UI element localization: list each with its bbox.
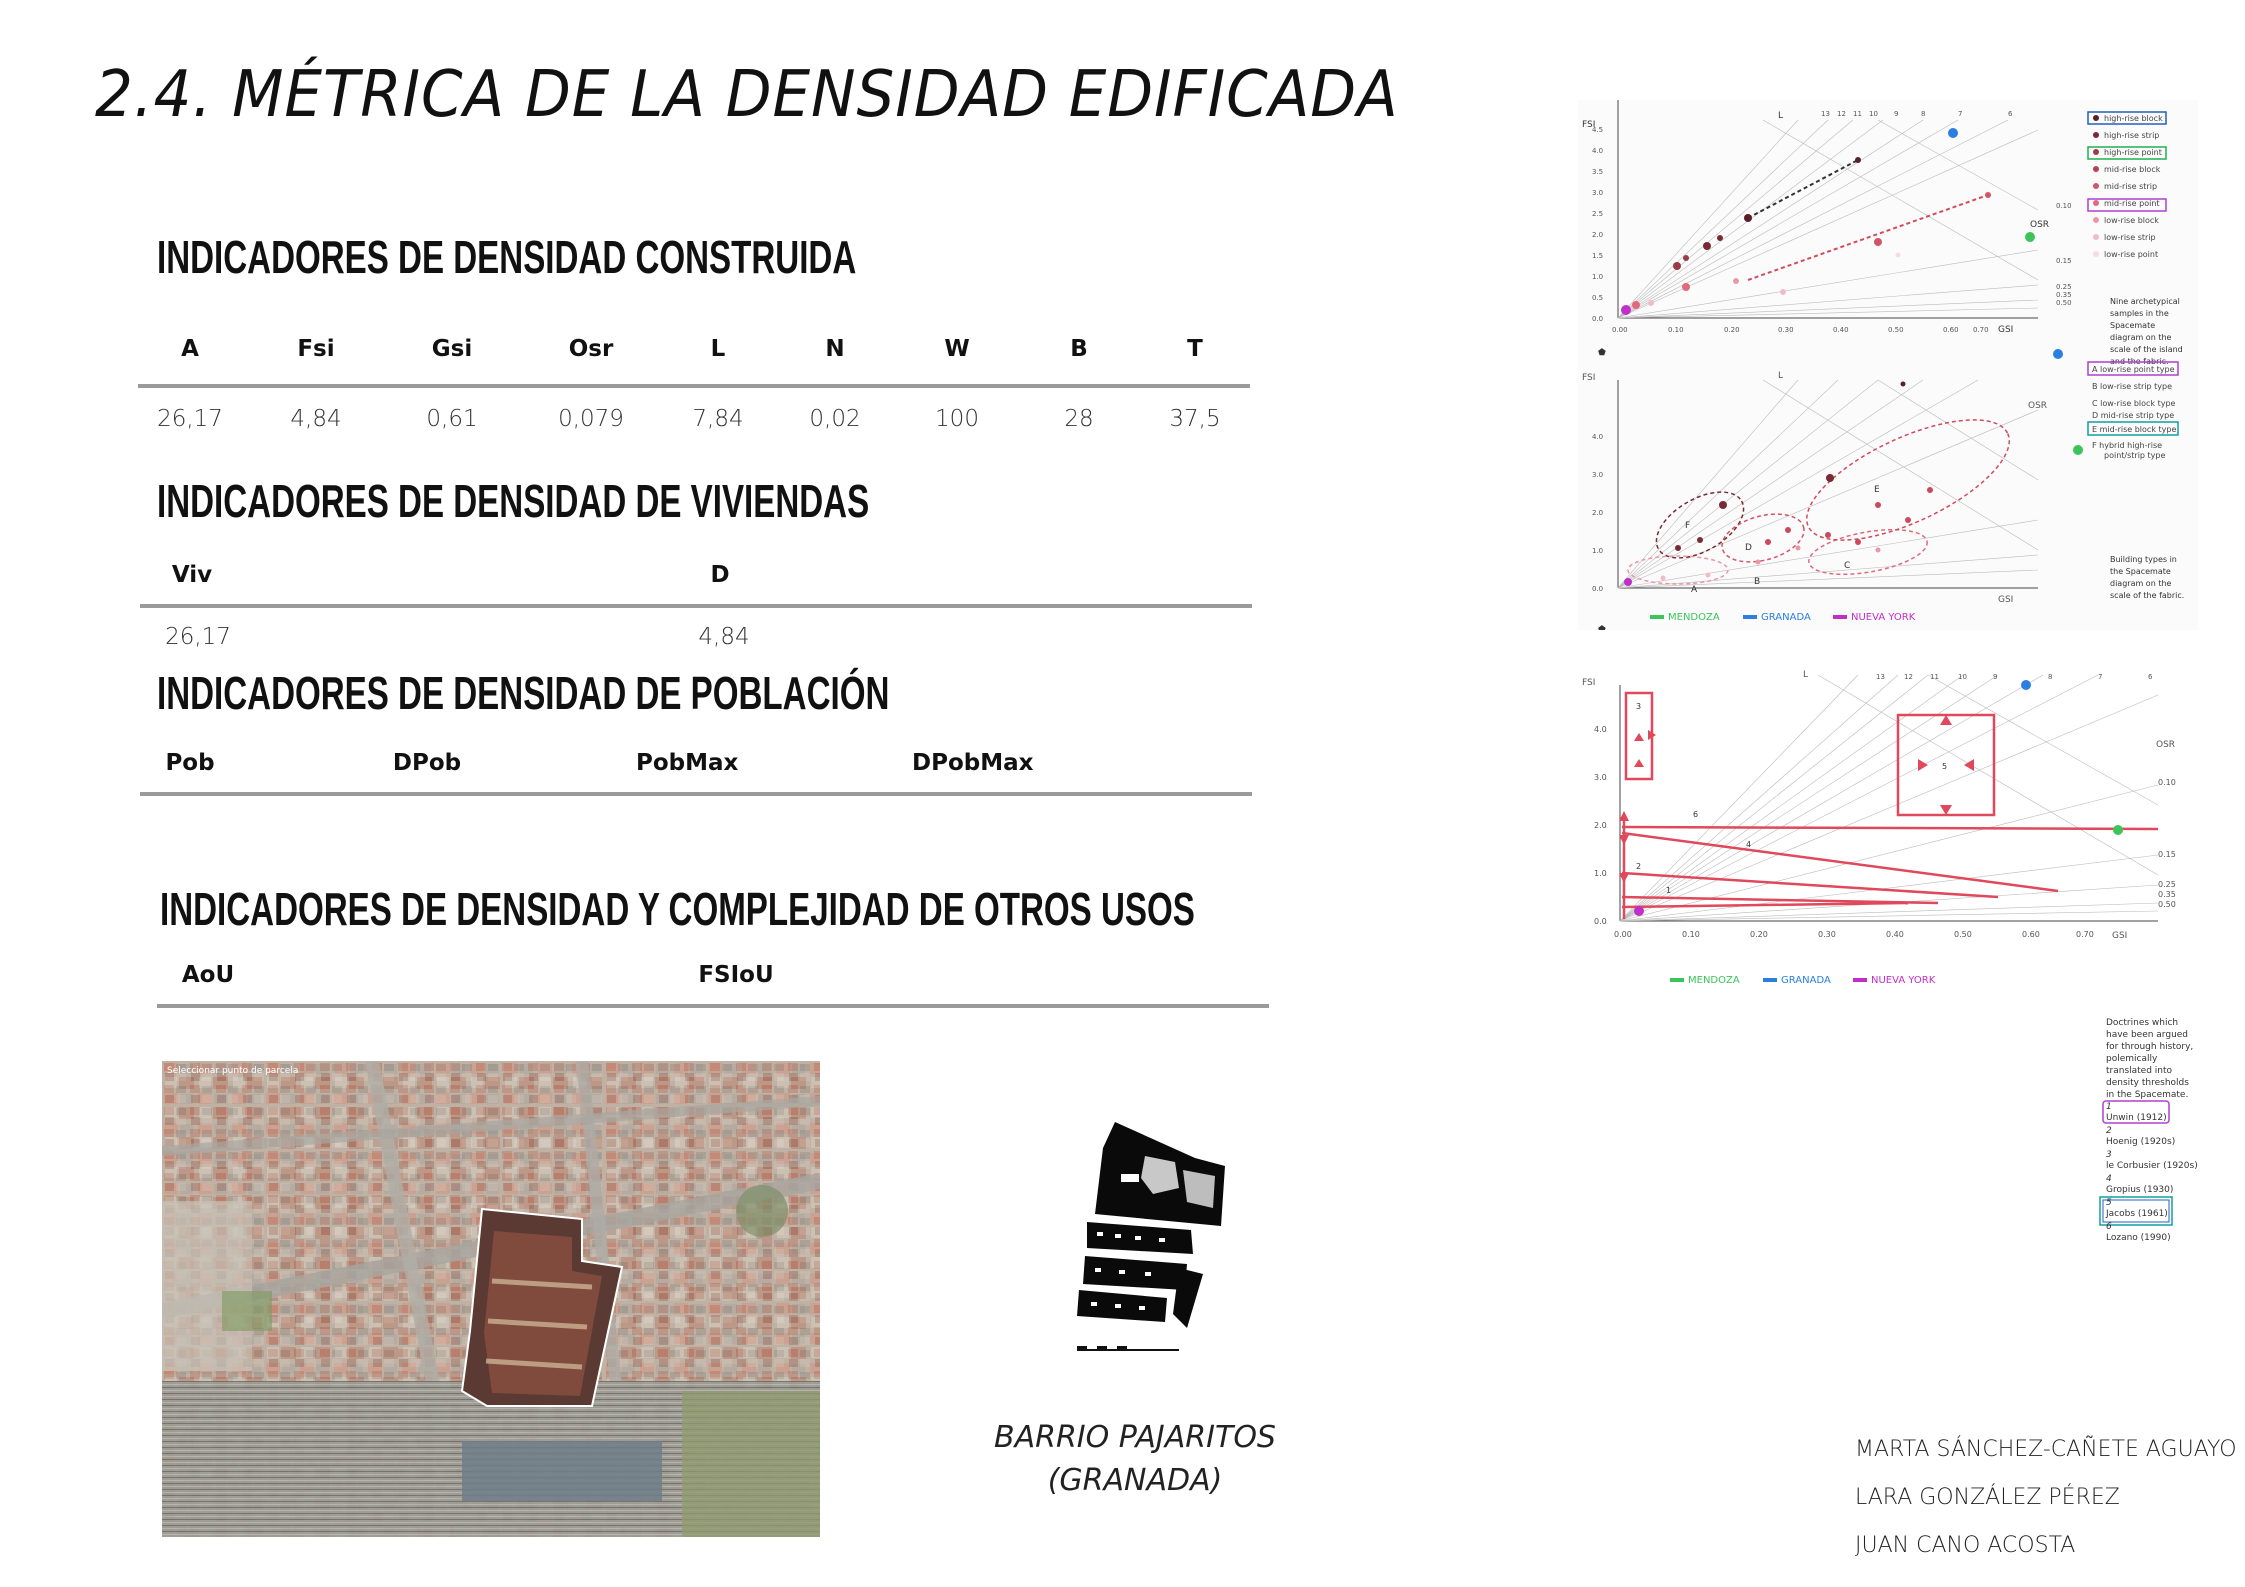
value-n: 0,02 xyxy=(809,406,861,432)
doctrine-number: 1 xyxy=(2106,1102,2112,1112)
gsi-tick: 0.10 xyxy=(1682,930,1700,939)
legend-item: low-rise block xyxy=(2104,216,2159,225)
fsi-tick: 3.5 xyxy=(1592,168,1604,176)
l-tick: 8 xyxy=(1921,110,1926,118)
osr-tick: 0.25 xyxy=(2056,283,2072,291)
value-t: 37,5 xyxy=(1169,406,1221,432)
doctrine-intro-line: polemically xyxy=(2106,1054,2158,1064)
doctrine-label: 4 xyxy=(1746,840,1752,849)
header-l: L xyxy=(710,336,726,362)
note-line: diagram on the xyxy=(2110,579,2172,588)
l-tick: 10 xyxy=(1958,673,1967,681)
author-1: MARTA SÁNCHEZ-CAÑETE AGUAYO xyxy=(1855,1437,2237,1462)
legend-item: F hybrid high-rise xyxy=(2092,441,2163,450)
value-w: 100 xyxy=(935,406,979,432)
doctrine-label: 6 xyxy=(1693,810,1699,819)
nueva-york-point xyxy=(1621,305,1631,315)
gsi-tick: 0.00 xyxy=(1614,930,1632,939)
header-dpobmax: DPobMax xyxy=(912,750,1034,776)
city-granada: GRANADA xyxy=(1761,612,1811,623)
doctrine-number: 6 xyxy=(2106,1222,2112,1232)
header-w: W xyxy=(944,336,970,362)
l-tick: 12 xyxy=(1904,673,1913,681)
note-line: Nine archetypical xyxy=(2110,297,2180,306)
gsi-tick: 0.20 xyxy=(1724,326,1740,334)
divider xyxy=(157,1004,1269,1008)
osr-tick: 0.10 xyxy=(2056,202,2072,210)
fsi-tick: 2.0 xyxy=(1592,231,1604,239)
section-heading-otros-usos: INDICADORES DE DENSIDAD Y COMPLEJIDAD DE OTROS USOS xyxy=(160,883,1195,935)
l-tick: 11 xyxy=(1930,673,1939,681)
axis-osr-label: OSR xyxy=(2030,220,2050,230)
site-caption xyxy=(970,1420,1300,1498)
note-line: the Spacemate xyxy=(2110,567,2171,576)
data-point xyxy=(1896,253,1901,258)
header-pob: Pob xyxy=(165,750,215,776)
l-tick: 8 xyxy=(2048,673,2053,681)
fsi-tick: 3.0 xyxy=(1592,471,1604,479)
fsi-tick: 0.5 xyxy=(1592,294,1604,302)
axis-gsi-label: GSI xyxy=(1998,595,2014,605)
value-a: 26,17 xyxy=(157,406,223,432)
header-t: T xyxy=(1187,336,1203,362)
gsi-tick: 0.30 xyxy=(1818,930,1836,939)
header-aou: AoU xyxy=(181,962,235,988)
city-legend-1 xyxy=(1650,612,1916,623)
fsi-tick: 1.0 xyxy=(1592,547,1604,555)
gsi-tick: 0.40 xyxy=(1833,326,1849,334)
doctrine-label: 1 xyxy=(1666,886,1672,895)
l-tick: 6 xyxy=(2008,110,2013,118)
osr-tick: 0.50 xyxy=(2158,900,2176,909)
data-point xyxy=(1717,235,1723,241)
osr-tick: 0.35 xyxy=(2158,890,2176,899)
mendoza-point xyxy=(2025,232,2035,242)
legend-item: mid-rise strip xyxy=(2104,182,2158,191)
axis-fsi-label: FSI xyxy=(1582,120,1596,130)
header-fsi: Fsi xyxy=(297,336,335,362)
type-label-d: D xyxy=(1745,543,1752,553)
fsi-tick: 1.0 xyxy=(1592,273,1604,281)
axis-fsi-label: FSI xyxy=(1582,373,1596,383)
fsi-tick: 4.0 xyxy=(1594,725,1607,734)
doctrine-intro-line: in the Spacemate. xyxy=(2106,1090,2189,1100)
header-osr: Osr xyxy=(568,336,614,362)
fsi-tick: 4.0 xyxy=(1592,147,1604,155)
granada-point xyxy=(1948,128,1958,138)
type-label-c: C xyxy=(1844,561,1851,571)
legend-item: D mid-rise strip type xyxy=(2092,411,2175,420)
legend-item: C low-rise block type xyxy=(2092,399,2176,408)
gsi-tick: 0.50 xyxy=(1888,326,1904,334)
city-nueva-york: NUEVA YORK xyxy=(1871,975,1936,986)
fsi-tick: 2.0 xyxy=(1592,509,1604,517)
legend-item: mid-rise block xyxy=(2104,165,2161,174)
header-b: B xyxy=(1070,336,1088,362)
doctrine-intro-line: have been argued xyxy=(2106,1030,2189,1040)
axis-gsi-label: GSI xyxy=(1998,325,2014,335)
axis-l-label: L xyxy=(1803,670,1809,680)
site-caption-line1: BARRIO PAJARITOS xyxy=(994,1420,1276,1455)
divider xyxy=(138,384,1250,388)
osr-tick: 0.35 xyxy=(2056,291,2072,299)
data-point xyxy=(1703,242,1711,250)
axis-osr-label: OSR xyxy=(2156,740,2176,750)
data-point xyxy=(1985,192,1991,198)
fsi-tick: 4.5 xyxy=(1592,126,1604,134)
value-fsi: 4,84 xyxy=(290,406,342,432)
fsi-tick: 3.0 xyxy=(1592,189,1604,197)
table-row-construida xyxy=(140,406,1252,442)
fsi-tick: 2.5 xyxy=(1592,210,1604,218)
doctrine-item: Hoenig (1920s) xyxy=(2106,1137,2176,1147)
legend-item: B low-rise strip type xyxy=(2092,382,2173,391)
legend-item: E mid-rise block type xyxy=(2092,425,2177,434)
header-gsi: Gsi xyxy=(431,336,473,362)
divider xyxy=(140,792,1252,796)
note-line: Spacemate xyxy=(2110,321,2156,330)
l-tick: 13 xyxy=(1876,673,1885,681)
note-line: Building types in xyxy=(2110,555,2177,564)
site-plan-figure-ground xyxy=(1075,1118,1235,1358)
doctrine-item: Jacobs (1961) xyxy=(2106,1209,2168,1219)
gsi-tick: 0.10 xyxy=(1668,326,1684,334)
gsi-tick: 0.00 xyxy=(1612,326,1628,334)
value-osr: 0,079 xyxy=(558,406,624,432)
gsi-tick: 0.40 xyxy=(1886,930,1904,939)
fsi-tick: 2.0 xyxy=(1594,821,1607,830)
gsi-tick: 0.60 xyxy=(2022,930,2040,939)
divider xyxy=(140,604,1252,608)
l-tick: 13 xyxy=(1821,110,1830,118)
l-tick: 7 xyxy=(1958,110,1963,118)
osr-tick: 0.10 xyxy=(2158,778,2176,787)
fsi-tick: 3.0 xyxy=(1594,773,1607,782)
type-label-e: E xyxy=(1874,485,1880,495)
section-heading-construida: INDICADORES DE DENSIDAD CONSTRUIDA xyxy=(157,231,857,283)
data-point xyxy=(1874,238,1882,246)
note-line: samples in the xyxy=(2110,309,2169,318)
legend-item: A low-rise point type xyxy=(2092,365,2175,374)
author-2: LARA GONZÁLEZ PÉREZ xyxy=(1855,1485,2120,1510)
note-line: diagram on the xyxy=(2110,333,2172,342)
value-viv: 26,17 xyxy=(165,624,231,650)
header-pobmax: PobMax xyxy=(636,750,739,776)
l-tick: 12 xyxy=(1837,110,1846,118)
author-3: JUAN CANO ACOSTA xyxy=(1855,1533,2076,1558)
aerial-photo xyxy=(162,1061,820,1537)
header-d: D xyxy=(710,562,730,588)
note-line: scale of the island xyxy=(2110,345,2183,354)
data-point xyxy=(1673,262,1681,270)
north-arrow-icon: ⬟ xyxy=(1598,348,1606,358)
data-point xyxy=(1733,278,1739,284)
l-tick: 11 xyxy=(1853,110,1862,118)
doctrine-intro-line: for through history, xyxy=(2106,1042,2194,1052)
city-nueva-york: NUEVA YORK xyxy=(1851,612,1916,623)
fsi-tick: 1.0 xyxy=(1594,869,1607,878)
gsi-tick: 0.50 xyxy=(1954,930,1972,939)
gsi-tick: 0.60 xyxy=(1943,326,1959,334)
section-heading-poblacion: INDICADORES DE DENSIDAD DE POBLACIÓN xyxy=(157,667,890,719)
table-header-construida xyxy=(140,336,1252,372)
gsi-tick: 0.70 xyxy=(1973,326,1989,334)
value-b: 28 xyxy=(1064,406,1094,432)
doctrine-item: Unwin (1912) xyxy=(2106,1113,2167,1123)
axis-l-label: L xyxy=(1778,371,1784,381)
data-point xyxy=(1855,157,1861,163)
legend-item: high-rise block xyxy=(2104,114,2163,123)
l-tick: 9 xyxy=(1894,110,1899,118)
north-arrow-icon: ⬟ xyxy=(1598,625,1606,630)
fsi-tick: 0.0 xyxy=(1594,917,1607,926)
value-l: 7,84 xyxy=(692,406,744,432)
gsi-tick: 0.70 xyxy=(2076,930,2094,939)
legend-item: mid-rise point xyxy=(2104,199,2160,208)
legend-item: low-rise strip xyxy=(2104,233,2156,242)
osr-tick: 0.15 xyxy=(2056,257,2072,265)
spacemate-doctrines-panel xyxy=(1578,665,2228,1265)
doctrine-item: le Corbusier (1920s) xyxy=(2106,1161,2198,1171)
gsi-tick: 0.30 xyxy=(1778,326,1794,334)
spacemate-diagram-panel xyxy=(1578,100,2198,630)
doctrine-label: 5 xyxy=(1942,762,1948,771)
city-mendoza: MENDOZA xyxy=(1688,975,1740,986)
axis-fsi-label: FSI xyxy=(1582,678,1596,688)
doctrine-intro-line: density thresholds xyxy=(2106,1078,2189,1088)
doctrine-item: Lozano (1990) xyxy=(2106,1233,2171,1243)
gsi-tick: 0.20 xyxy=(1750,930,1768,939)
value-d: 4,84 xyxy=(698,624,750,650)
l-tick: 7 xyxy=(2098,673,2103,681)
data-point xyxy=(1648,300,1654,306)
fsi-tick: 1.5 xyxy=(1592,252,1604,260)
doctrine-intro-line: Doctrines which xyxy=(2106,1018,2179,1028)
osr-tick: 0.50 xyxy=(2056,299,2072,307)
fsi-tick: 0.0 xyxy=(1592,585,1604,593)
type-label-b: B xyxy=(1754,577,1761,587)
doctrine-number: 2 xyxy=(2106,1126,2112,1136)
site-caption-line2: (GRANADA) xyxy=(1047,1463,1223,1498)
legend-item: high-rise strip xyxy=(2104,131,2160,140)
note-line: scale of the fabric. xyxy=(2110,591,2185,600)
value-gsi: 0,61 xyxy=(426,406,478,432)
axis-l-label: L xyxy=(1778,111,1784,121)
aerial-label: Seleccionar punto de parcela xyxy=(167,1066,299,1076)
note-line: and the fabric. xyxy=(2110,357,2169,366)
fsi-tick: 0.0 xyxy=(1592,315,1604,323)
doctrine-label: 3 xyxy=(1636,702,1642,711)
header-dpob: DPob xyxy=(392,750,462,776)
city-mendoza: MENDOZA xyxy=(1668,612,1720,623)
doctrine-item: Gropius (1930) xyxy=(2106,1185,2174,1195)
section-heading-viviendas: INDICADORES DE DENSIDAD DE VIVIENDAS xyxy=(157,475,870,527)
header-a: A xyxy=(181,336,199,362)
l-tick: 9 xyxy=(1993,673,1998,681)
type-label-a: A xyxy=(1691,585,1698,595)
type-label-f: F xyxy=(1685,521,1691,531)
data-point xyxy=(1744,214,1752,222)
header-fsiou: FSIoU xyxy=(698,962,774,988)
osr-tick: 0.25 xyxy=(2158,880,2176,889)
doctrine-label: 2 xyxy=(1636,862,1642,871)
doctrine-number: 5 xyxy=(2106,1198,2112,1208)
fsi-tick: 4.0 xyxy=(1592,433,1604,441)
osr-tick: 0.15 xyxy=(2158,850,2176,859)
l-tick: 6 xyxy=(2148,673,2153,681)
doctrine-number: 3 xyxy=(2106,1150,2112,1160)
l-tick: 10 xyxy=(1869,110,1878,118)
page-title: 2.4. MÉTRICA DE LA DENSIDAD EDIFICADA xyxy=(95,58,1399,132)
legend-item: high-rise point xyxy=(2104,148,2162,157)
axis-gsi-label: GSI xyxy=(2112,931,2128,941)
header-viv: Viv xyxy=(171,562,213,588)
doctrine-intro-line: translated into xyxy=(2106,1066,2173,1076)
doctrine-number: 4 xyxy=(2106,1174,2112,1184)
city-granada: GRANADA xyxy=(1781,975,1831,986)
data-point xyxy=(1632,301,1640,309)
data-point xyxy=(1682,283,1690,291)
axis-osr-label: OSR xyxy=(2028,401,2048,411)
data-point xyxy=(1780,289,1786,295)
legend-item: low-rise point xyxy=(2104,250,2159,259)
legend-item: point/strip type xyxy=(2104,451,2166,460)
data-point xyxy=(1683,255,1689,261)
header-n: N xyxy=(825,336,845,362)
